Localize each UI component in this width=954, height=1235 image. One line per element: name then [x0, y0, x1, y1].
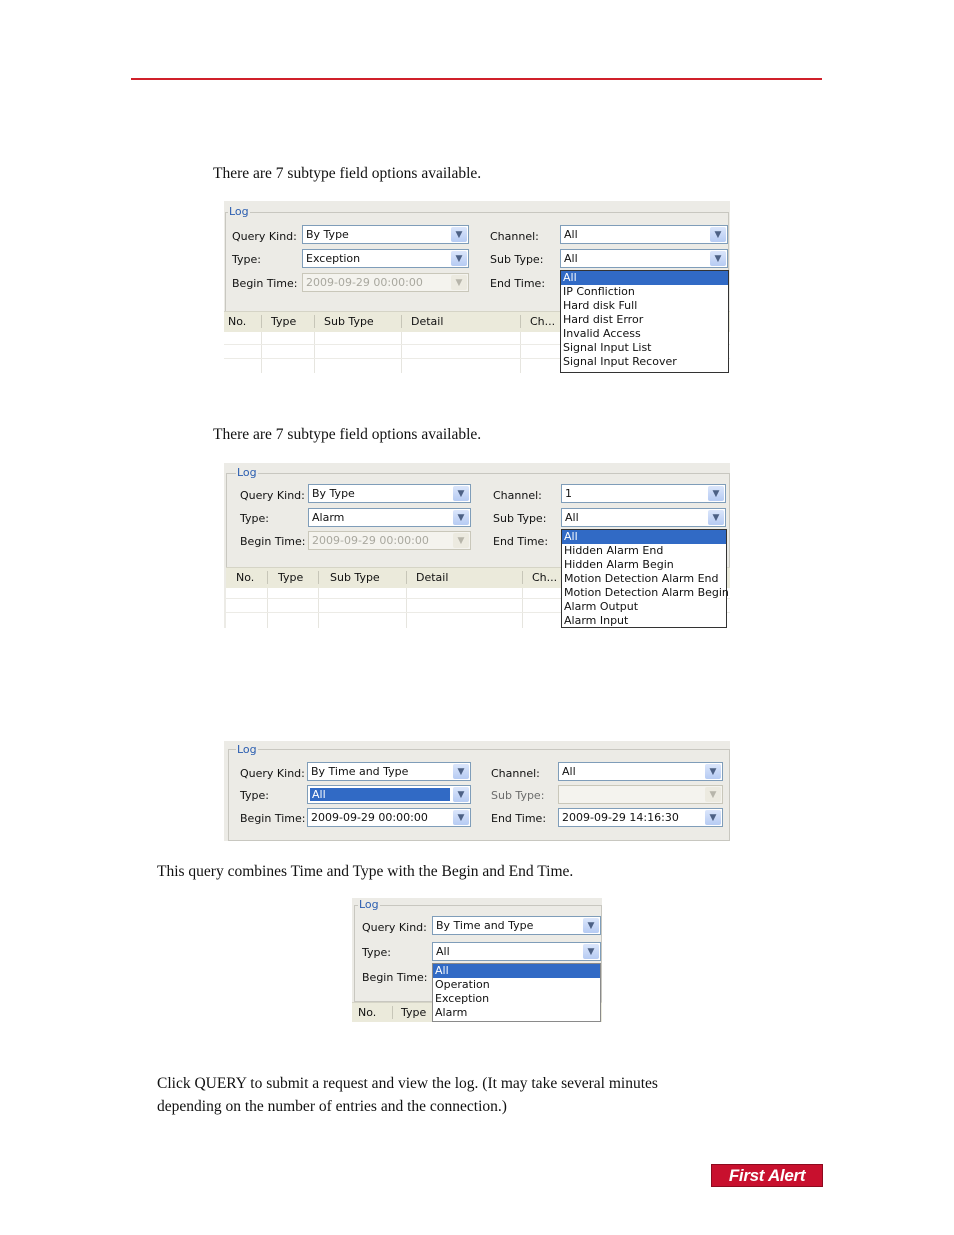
log-panel-alarm	[224, 463, 730, 628]
type-select[interactable]: Alarm ▼	[308, 508, 471, 527]
chevron-down-icon: ▼	[705, 787, 721, 802]
chevron-down-icon[interactable]: ▼	[451, 251, 467, 266]
log-title: Log	[359, 898, 379, 911]
query-kind-select[interactable]: By Type ▼	[302, 225, 469, 244]
chevron-down-icon[interactable]: ▼	[705, 764, 721, 779]
paragraph-subtype-alarm: There are 7 subtype field options available.	[213, 426, 482, 443]
sub-type-dropdown-list	[560, 270, 729, 373]
sub-type-option[interactable]: Hard dist Error	[563, 313, 644, 326]
log-title: Log	[229, 205, 249, 218]
type-label: Type:	[232, 253, 261, 266]
channel-label: Channel:	[491, 767, 540, 780]
chevron-down-icon[interactable]: ▼	[708, 510, 724, 525]
col-no[interactable]: No.	[228, 315, 247, 328]
first-alert-logo: First Alert	[711, 1164, 823, 1187]
type-option[interactable]: All	[433, 964, 600, 978]
col-no[interactable]: No.	[358, 1006, 377, 1019]
paragraph-query-line1: Click QUERY to submit a request and view the log. (It may take several minutes	[157, 1075, 658, 1092]
chevron-down-icon: ▼	[453, 533, 469, 548]
col-subtype[interactable]: Sub Type	[324, 315, 374, 328]
log-panel-exception	[224, 201, 730, 373]
end-time-picker[interactable]: 2009-09-29 14:16:30 ▼	[558, 808, 723, 827]
query-kind-select[interactable]: By Time and Type ▼	[307, 762, 471, 781]
sub-type-option[interactable]: IP Confliction	[563, 285, 635, 298]
begin-time-label: Begin Time:	[240, 535, 306, 548]
channel-select[interactable]: All ▼	[560, 225, 728, 244]
query-kind-label: Query Kind:	[240, 767, 305, 780]
paragraph-subtype-exception: There are 7 subtype field options available.	[213, 165, 482, 182]
begin-time-picker: 2009-09-29 00:00:00 ▼	[302, 273, 469, 292]
channel-label: Channel:	[490, 230, 539, 243]
col-type[interactable]: Type	[401, 1006, 427, 1019]
col-ch[interactable]: Ch...	[530, 315, 556, 328]
sub-type-option[interactable]: Signal Input List	[563, 341, 652, 354]
type-label: Type:	[240, 789, 269, 802]
type-option[interactable]: Alarm	[435, 1006, 468, 1019]
begin-time-label: Begin Time:	[232, 277, 298, 290]
log-panel-time-and-type	[224, 741, 730, 841]
col-detail[interactable]: Detail	[411, 315, 444, 328]
sub-type-select[interactable]: All ▼	[560, 249, 728, 268]
end-time-label: End Time:	[491, 812, 547, 825]
type-option[interactable]: Operation	[435, 978, 490, 991]
type-label: Type:	[362, 946, 391, 959]
chevron-down-icon[interactable]: ▼	[451, 227, 467, 242]
log-title: Log	[237, 743, 257, 756]
sub-type-option[interactable]: All	[561, 271, 728, 285]
sub-type-option[interactable]: Alarm Input	[564, 614, 629, 627]
sub-type-dropdown-list	[561, 529, 727, 628]
sub-type-option[interactable]: Motion Detection Alarm Begin	[564, 586, 729, 599]
begin-time-label: Begin Time:	[362, 971, 428, 984]
col-type[interactable]: Type	[271, 315, 297, 328]
chevron-down-icon[interactable]: ▼	[708, 486, 724, 501]
sub-type-label: Sub Type:	[491, 789, 545, 802]
sub-type-option[interactable]: Signal Input Recover	[563, 355, 677, 368]
sub-type-option[interactable]: Invalid Access	[563, 327, 641, 340]
chevron-down-icon[interactable]: ▼	[583, 944, 599, 959]
log-title: Log	[237, 466, 257, 479]
chevron-down-icon[interactable]: ▼	[710, 251, 726, 266]
col-ch[interactable]: Ch...	[532, 571, 558, 584]
log-panel-type-dropdown	[352, 898, 602, 1022]
sub-type-option[interactable]: Hidden Alarm Begin	[564, 558, 674, 571]
end-time-label: End Time:	[493, 535, 549, 548]
sub-type-option[interactable]: All	[562, 530, 726, 544]
type-select[interactable]: All ▼	[432, 942, 601, 961]
query-kind-label: Query Kind:	[362, 921, 427, 934]
query-kind-label: Query Kind:	[240, 489, 305, 502]
sub-type-select[interactable]: All ▼	[561, 508, 726, 527]
channel-select[interactable]: All ▼	[558, 762, 723, 781]
type-select[interactable]: Exception ▼	[302, 249, 469, 268]
header-rule	[131, 78, 822, 80]
chevron-down-icon[interactable]: ▼	[453, 510, 469, 525]
paragraph-time-and-type: This query combines Time and Type with the Begin and End Time.	[157, 863, 574, 880]
query-kind-select[interactable]: By Time and Type ▼	[432, 916, 601, 935]
chevron-down-icon[interactable]: ▼	[453, 486, 469, 501]
col-subtype[interactable]: Sub Type	[330, 571, 380, 584]
sub-type-option[interactable]: Motion Detection Alarm End	[564, 572, 719, 585]
begin-time-picker: 2009-09-29 00:00:00 ▼	[308, 531, 471, 550]
chevron-down-icon[interactable]: ▼	[710, 227, 726, 242]
sub-type-option[interactable]: Hidden Alarm End	[564, 544, 664, 557]
channel-select[interactable]: 1 ▼	[561, 484, 726, 503]
chevron-down-icon: ▼	[451, 275, 467, 290]
channel-label: Channel:	[493, 489, 542, 502]
chevron-down-icon[interactable]: ▼	[705, 810, 721, 825]
col-type[interactable]: Type	[278, 571, 304, 584]
query-kind-select[interactable]: By Type ▼	[308, 484, 471, 503]
chevron-down-icon[interactable]: ▼	[453, 787, 469, 802]
type-dropdown-list	[432, 963, 601, 1022]
type-option[interactable]: Exception	[435, 992, 490, 1005]
paragraph-query-line2: depending on the number of entries and the connection.)	[157, 1098, 507, 1115]
type-label: Type:	[240, 512, 269, 525]
sub-type-option[interactable]: Alarm Output	[564, 600, 639, 613]
sub-type-label: Sub Type:	[493, 512, 547, 525]
end-time-label: End Time:	[490, 277, 546, 290]
chevron-down-icon[interactable]: ▼	[453, 810, 469, 825]
sub-type-option[interactable]: Hard disk Full	[563, 299, 638, 312]
begin-time-label: Begin Time:	[240, 812, 306, 825]
col-detail[interactable]: Detail	[416, 571, 449, 584]
type-select[interactable]: All ▼	[307, 785, 471, 804]
begin-time-picker[interactable]: 2009-09-29 00:00:00 ▼	[307, 808, 471, 827]
chevron-down-icon[interactable]: ▼	[453, 764, 469, 779]
sub-type-select	[558, 785, 723, 804]
col-no[interactable]: No.	[236, 571, 255, 584]
sub-type-label: Sub Type:	[490, 253, 544, 266]
chevron-down-icon[interactable]: ▼	[583, 918, 599, 933]
query-kind-label: Query Kind:	[232, 230, 297, 243]
